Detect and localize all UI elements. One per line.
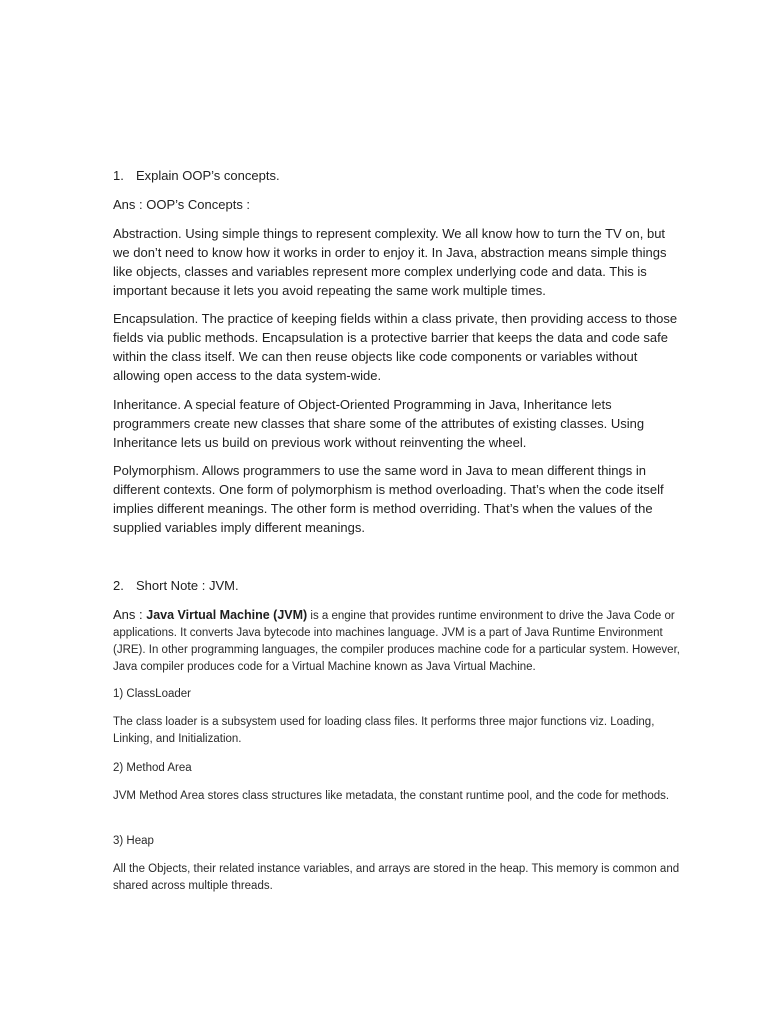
answer-2-text: is a engine that provides runtime environment to drive the Java Code or applications. It converts Java bytecode into machines language. JVM is a part of Java Runtime Environment (JRE). In other programming languages, the compiler produces machine code for a particular system. However, Java compiler produces code for a Virtual Machine known as Java Virtual Machine.	[113, 610, 680, 673]
jvm-item-heading-heap: 3) Heap	[113, 835, 154, 847]
answer-1-label: Ans : OOP’s Concepts :	[113, 197, 251, 212]
paragraph-abstraction: Abstraction. Using simple things to represent complexity. We all know how to turn the TV on, but we don’t need to know how it works in order to enjoy it. In Java, abstraction means simple things like objects, classes and variables represent more complex underlying code and data. This is important because it lets you avoid repeating the same work multiple times.	[113, 226, 667, 298]
jvm-item-text-heap: All the Objects, their related instance variables, and arrays are stored in the heap. This memory is common and shared across multiple threads.	[113, 863, 680, 892]
question-1-title: Explain OOP’s concepts.	[136, 168, 280, 183]
jvm-item-heading-classloader: 1) ClassLoader	[113, 688, 191, 700]
answer-2-prefix: Ans :	[113, 607, 147, 622]
jvm-item-text-classloader: The class loader is a subsystem used for loading class files. It performs three major functions viz. Loading, Linking, and Initialization.	[113, 716, 655, 745]
answer-2-paragraph	[113, 606, 683, 676]
question-2-heading	[113, 576, 683, 595]
paragraph-encapsulation: Encapsulation. The practice of keeping fields within a class private, then providing access to those fields via public methods. Encapsulation is a protective barrier that keeps the data and code safe within the class itself. We can then reuse objects like code components or variables without allowing open access to the data system-wide.	[113, 311, 678, 383]
jvm-item-heading-method-area: 2) Method Area	[113, 762, 192, 774]
jvm-item-text-method-area: JVM Method Area stores class structures like metadata, the constant runtime pool, and the code for methods.	[113, 790, 670, 802]
paragraph-inheritance: Inheritance. A special feature of Object-Oriented Programming in Java, Inheritance lets programmers create new classes that share some of the attributes of existing classes. Using Inheritance lets us build on previous work without reinventing the wheel.	[113, 397, 645, 450]
question-2-number: 2.	[113, 578, 124, 593]
paragraph-polymorphism: Polymorphism. Allows programmers to use the same word in Java to mean different things in different contexts. One form of polymorphism is method overloading. That’s when the code itself implies different meanings. The other form is method overriding. That’s when the values of the supplied variables imply different meanings.	[113, 463, 664, 535]
jvm-term: Java Virtual Machine (JVM)	[146, 608, 308, 622]
question-1-number: 1.	[113, 168, 124, 183]
question-2-title: Short Note : JVM.	[136, 578, 239, 593]
question-1-heading	[113, 166, 683, 185]
